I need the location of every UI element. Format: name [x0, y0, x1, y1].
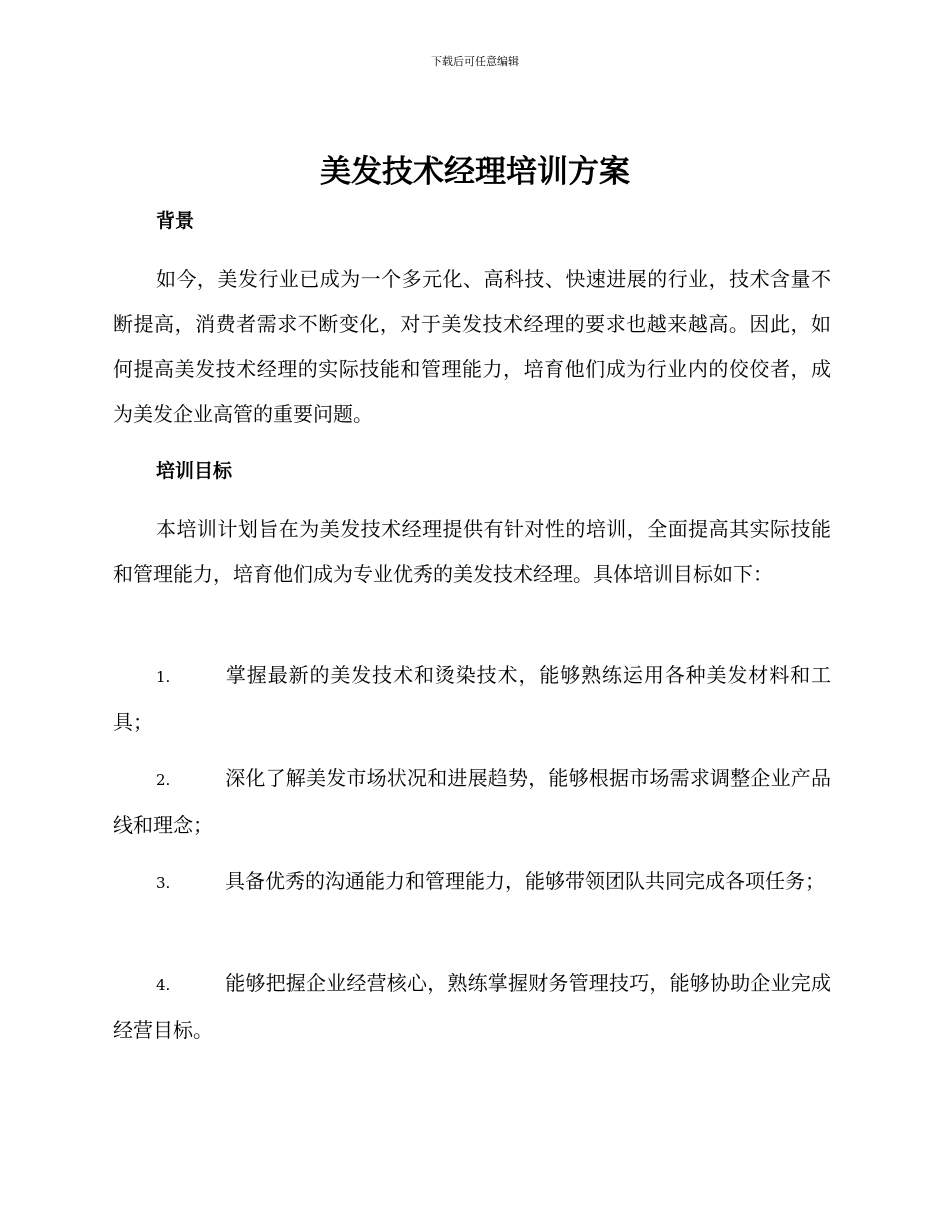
background-paragraph: 如今，美发行业已成为一个多元化、高科技、快速进展的行业，技术含量不断提高，消费者需求不断变化，对于美发技术经理的要求也越来越高。因此，如何提高美发技术经理的实际技能和管理能力，培育他们成为行业内的佼佼者，成为美发企业高管的重要问题。 — [113, 267, 831, 426]
section-heading-background: 背景 — [156, 210, 195, 232]
goal-list-item — [113, 653, 831, 745]
page-header-note: 下载后可任意编辑 — [431, 55, 519, 68]
section-heading-training-goals: 培训目标 — [156, 460, 233, 482]
goal-list-item — [113, 961, 831, 1053]
goal-list-number: 2. — [156, 771, 171, 789]
goal-list-text: 掌握最新的美发技术和烫染技术，能够熟练运用各种美发材料和工具； — [113, 663, 831, 734]
goal-list-item — [113, 859, 831, 906]
goal-list-number: 4. — [156, 976, 171, 994]
goal-list-text: 深化了解美发市场状况和进展趋势，能够根据市场需求调整企业产品线和理念； — [113, 766, 831, 837]
goal-list-text: 能够把握企业经营核心，熟练掌握财务管理技巧，能够协助企业完成经营目标。 — [113, 971, 831, 1042]
goal-list-text: 具备优秀的沟通能力和管理能力，能够带领团队共同完成各项任务； — [225, 869, 825, 893]
goal-list-item — [113, 756, 831, 848]
goal-list-number: 1. — [156, 668, 171, 686]
training-goals-paragraph: 本培训计划旨在为美发技术经理提供有针对性的培训，全面提高其实际技能和管理能力，培育他们成为专业优秀的美发技术经理。具体培训目标如下： — [113, 517, 831, 586]
goal-list-number: 3. — [156, 874, 171, 892]
document-title: 美发技术经理培训方案 — [320, 154, 630, 190]
